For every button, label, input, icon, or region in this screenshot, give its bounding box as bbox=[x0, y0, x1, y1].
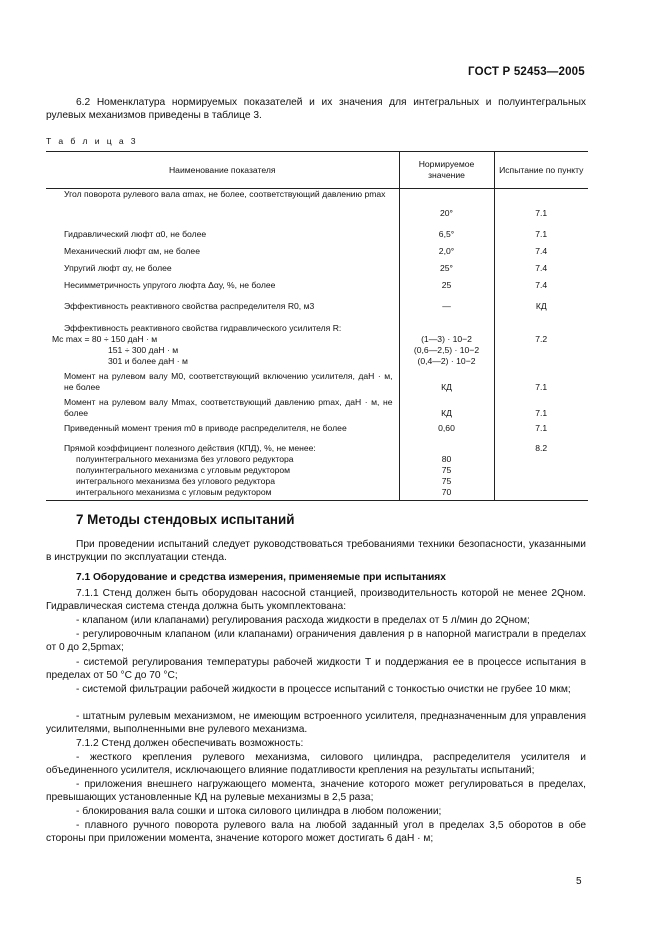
table-row bbox=[46, 280, 588, 298]
table-caption: Т а б л и ц а 3 bbox=[46, 136, 138, 146]
section-paragraph: 7.1.2 Стенд должен обеспечивать возможность: bbox=[76, 738, 304, 749]
row-item-line: 7.4 bbox=[535, 245, 548, 256]
section-paragraph: - регулировочным клапаном (или клапанами) ограничения давления p в напорной магистрали в пределах от 0 до 2,5pmax; bbox=[46, 629, 586, 654]
section-paragraph: 7.1.1 Стенд должен быть оборудован насосной станцией, производительность которой не менее 2Qном. Гидравлическая система стенда должна быть укомплектована: bbox=[46, 588, 586, 613]
row-item bbox=[494, 419, 588, 437]
row-name-line: Прямой коэффициент полезного действия (КПД), %, не менее: bbox=[64, 442, 316, 453]
row-item-line: 7.1 bbox=[535, 381, 548, 392]
table-row bbox=[46, 419, 588, 437]
row-item-line: 7.2 bbox=[535, 333, 548, 344]
row-value-line: (0,6—2,5) · 10−2 bbox=[413, 344, 480, 355]
row-name bbox=[46, 393, 399, 419]
row-item-line: 7.1 bbox=[535, 422, 548, 433]
table-row bbox=[46, 393, 588, 419]
row-value bbox=[399, 298, 494, 317]
header-name-label: Наименование показателя bbox=[168, 164, 276, 175]
row-value-line: 75 bbox=[441, 475, 452, 486]
row-value-line: — bbox=[442, 300, 451, 311]
table-row bbox=[46, 263, 588, 280]
header-value bbox=[399, 152, 494, 189]
header-item bbox=[494, 152, 588, 189]
section-intro: При проведении испытаний следует руководствоваться требованиями техники безопасности, указанными в инструкции по эксплуатации стенда. bbox=[46, 539, 586, 564]
table-header-row bbox=[46, 152, 588, 189]
row-value-line: 75 bbox=[441, 464, 452, 475]
row-value-line: 20° bbox=[440, 208, 453, 218]
row-value bbox=[399, 419, 494, 437]
intro-paragraph: 6.2 Номенклатура нормируемых показателей и их значения для интегральных и полуинтегральных рулевых механизмов приведены в таблице 3. bbox=[46, 97, 586, 122]
row-value-line: 6,5° bbox=[438, 228, 455, 239]
row-item bbox=[494, 189, 588, 229]
row-name-line: Гидравлический люфт α0, не более bbox=[64, 228, 207, 239]
row-value bbox=[399, 263, 494, 280]
row-name bbox=[46, 246, 399, 263]
spec-table bbox=[46, 151, 588, 501]
row-value-line: КД bbox=[441, 407, 452, 418]
header-item-label: Испытание по пункту bbox=[499, 164, 584, 175]
row-item bbox=[494, 263, 588, 280]
row-value bbox=[399, 367, 494, 393]
row-value-line: 25° bbox=[440, 262, 453, 273]
row-name-line: Упругий люфт αу, не более bbox=[64, 262, 172, 273]
section-paragraph: - системой регулирования температуры рабочей жидкости T и поддержания ее в процессе испытания в пределах от 50 °С до 70 °С; bbox=[46, 657, 586, 682]
table-row bbox=[46, 246, 588, 263]
row-value bbox=[399, 393, 494, 419]
row-name-line: Момент на рулевом валу Mmax, соответствующий давлению pmax, даН · м, не более bbox=[64, 396, 393, 418]
row-name bbox=[46, 189, 399, 229]
row-name-line: полуинтегрального механизма с угловым редуктором bbox=[76, 464, 291, 475]
section-paragraph: - жесткого крепления рулевого механизма, силового цилиндра, распределителя усилителя и объединенного усилителя, исключающего влияние податливости крепления на результаты испытаний; bbox=[46, 752, 586, 777]
row-value bbox=[399, 437, 494, 501]
row-name-line: Mc max = 80 ÷ 150 даН · м bbox=[52, 333, 158, 344]
row-item bbox=[494, 317, 588, 367]
row-value-line: 25 bbox=[441, 279, 452, 290]
row-item bbox=[494, 437, 588, 501]
table-row bbox=[46, 367, 588, 393]
section-paragraph: - плавного ручного поворота рулевого вала на любой заданный угол в пределах 3,5 оборотов в обе стороны при приложении момента, значение которого может достигать 6 даН · м; bbox=[46, 820, 586, 845]
row-name bbox=[46, 317, 399, 367]
subsection-title: 7.1 Оборудование и средства измерения, применяемые при испытаниях bbox=[76, 572, 446, 583]
row-name-line: Несимметричность упругого люфта Δαу, %, не более bbox=[64, 279, 276, 290]
table-row bbox=[46, 298, 588, 317]
row-name bbox=[46, 280, 399, 298]
row-name-line: Механический люфт αм, не более bbox=[64, 245, 200, 256]
row-value-line: 2,0° bbox=[438, 245, 455, 256]
header-name bbox=[46, 152, 399, 189]
section-paragraph: - клапаном (или клапанами) регулирования расхода жидкости в пределах от 5 л/мин до 2Qном; bbox=[76, 615, 530, 626]
section-title: 7 Методы стендовых испытаний bbox=[76, 512, 295, 527]
table-row bbox=[46, 317, 588, 367]
row-name bbox=[46, 419, 399, 437]
row-name-line: Момент на рулевом валу M0, соответствующий включению усилителя, даН · м, не более bbox=[64, 370, 393, 392]
row-name-line: интегрального механизма с угловым редуктором bbox=[76, 486, 272, 497]
section-paragraph: - блокирования вала сошки и штока силового цилиндра в любом положении; bbox=[76, 806, 442, 817]
row-value-line: 80 bbox=[441, 453, 452, 464]
row-name bbox=[46, 229, 399, 246]
row-item bbox=[494, 229, 588, 246]
row-item-line: 7.1 bbox=[535, 407, 548, 418]
document-code: ГОСТ Р 52453—2005 bbox=[468, 66, 585, 78]
row-name-line: полуинтегрального механизма без углового редуктора bbox=[76, 453, 294, 464]
table-row bbox=[46, 437, 588, 501]
row-value bbox=[399, 229, 494, 246]
header-value-label: Нормируемое значение bbox=[418, 159, 475, 180]
row-value-line: (1—3) · 10−2 bbox=[421, 333, 472, 344]
row-name-line: Эффективность реактивного свойства гидравлического усилителя R: bbox=[64, 322, 342, 333]
row-item-line: 7.4 bbox=[535, 279, 548, 290]
row-item bbox=[494, 280, 588, 298]
row-value-line: 0,60 bbox=[438, 422, 455, 433]
row-item-line: КД bbox=[535, 300, 547, 311]
table-row bbox=[46, 229, 588, 246]
section-paragraph: - штатным рулевым механизмом, не имеющим встроенного усилителя, предназначенным для управления усилителями, выполненными вне рулевого механизма. bbox=[46, 711, 586, 736]
row-name-line: Приведенный момент трения m0 в приводе распределителя, не более bbox=[64, 422, 347, 433]
row-item-line: 8.2 bbox=[535, 442, 548, 453]
page-number: 5 bbox=[576, 876, 582, 887]
row-value-line: 70 bbox=[441, 486, 452, 497]
table-row bbox=[46, 189, 588, 229]
row-value bbox=[399, 189, 494, 229]
row-value-line: КД bbox=[441, 381, 452, 392]
row-name bbox=[46, 263, 399, 280]
row-value bbox=[399, 317, 494, 367]
row-item bbox=[494, 367, 588, 393]
row-name-line: 151 ÷ 300 даН · м bbox=[108, 344, 179, 355]
row-name bbox=[46, 367, 399, 393]
row-name bbox=[46, 437, 399, 501]
row-item bbox=[494, 246, 588, 263]
row-value bbox=[399, 246, 494, 263]
row-item bbox=[494, 298, 588, 317]
row-name-line: 301 и более даН · м bbox=[108, 355, 188, 366]
row-name bbox=[46, 298, 399, 317]
row-name-line: интегрального механизма без углового редуктора bbox=[76, 475, 275, 486]
row-name-line: Угол поворота рулевого вала αmax, не более, соответствующий давлению pmax bbox=[64, 189, 386, 199]
row-item-line: 7.1 bbox=[535, 228, 548, 239]
row-item bbox=[494, 393, 588, 419]
row-value bbox=[399, 280, 494, 298]
row-item-line: 7.1 bbox=[535, 208, 548, 218]
section-paragraph: - приложения внешнего нагружающего момента, значение которого может регулироваться в пределах, превышающих установленные КД на рулевые механизмы в 2,5 раза; bbox=[46, 779, 586, 804]
row-value-line: (0,4—2) · 10−2 bbox=[417, 355, 476, 366]
row-item-line: 7.4 bbox=[535, 262, 548, 273]
row-name-line: Эффективность реактивного свойства распределителя R0, м3 bbox=[64, 300, 315, 311]
section-paragraph: - системой фильтрации рабочей жидкости в процессе испытаний с тонкостью очистки не грубее 10 мкм; bbox=[76, 684, 571, 695]
